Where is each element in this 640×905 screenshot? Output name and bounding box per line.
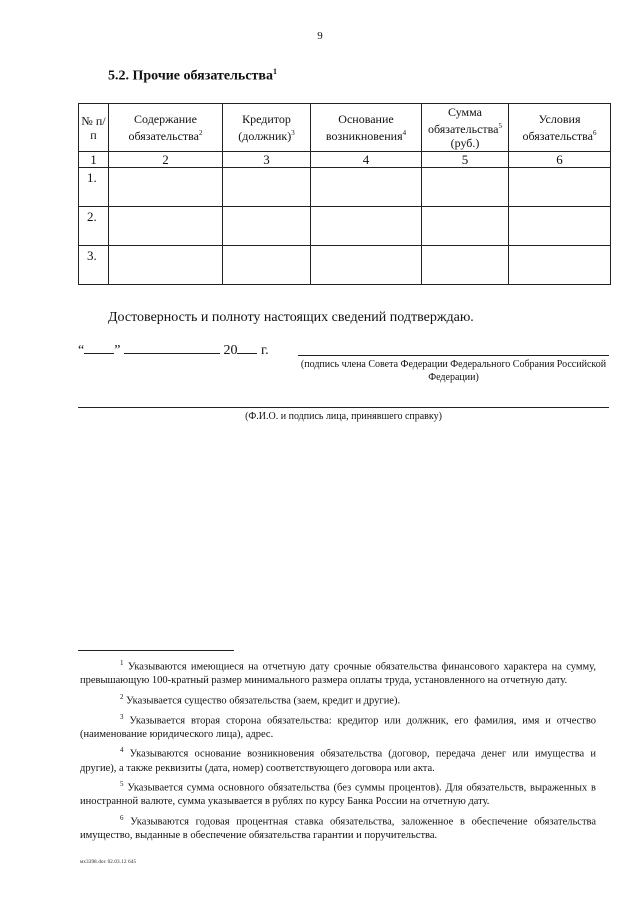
table-row <box>79 168 611 207</box>
member-signature-caption: (подпись члена Совета Федерации Федерального Собрания Российской Федерации) <box>300 359 607 383</box>
day-field[interactable] <box>84 340 114 354</box>
row-number: 1. <box>79 168 109 207</box>
header-cell-content: Содержание обязательства$^2$ <box>109 104 223 152</box>
table-row <box>79 207 611 246</box>
column-number-row <box>79 152 611 168</box>
member-signature-line[interactable] <box>298 355 609 356</box>
table-cell[interactable] <box>422 168 509 207</box>
receiver-signature-line[interactable] <box>78 407 609 408</box>
column-number: 6 <box>509 152 611 168</box>
year-field[interactable] <box>237 340 257 354</box>
table-cell[interactable] <box>109 168 223 207</box>
footnote: $^3$ Указывается вторая сторона обязательства: кредитор или должник, его фамилия, имя и отчество (наименование юридического лица), адрес. <box>80 712 597 740</box>
footnote: $^4$ Указываются основание возникновения обязательства (договор, передача денег или имущества и другие), а также реквизиты (дата, номер) соответствующего договора или акта. <box>80 746 597 774</box>
table-cell[interactable] <box>311 246 422 285</box>
open-quote: “ <box>78 343 85 358</box>
footnote-divider <box>78 650 234 651</box>
table-cell[interactable] <box>422 207 509 246</box>
table-cell[interactable] <box>109 207 223 246</box>
header-cell-creditor: Кредитор (должник)$^3$ <box>223 104 311 152</box>
page-number: 9 <box>317 30 323 42</box>
table-cell[interactable] <box>509 246 611 285</box>
table-row <box>79 246 611 285</box>
table-cell[interactable] <box>422 246 509 285</box>
section-title <box>108 67 277 85</box>
footnote: $^5$ Указывается сумма основного обязательства (без суммы процентов). Для обязательств, выраженных в иностранной валюте, сумма указывается в рублях по курсу Банка России на отчетную дату. <box>80 780 596 808</box>
column-number: 3 <box>223 152 311 168</box>
obligations-table <box>78 103 611 285</box>
column-number: 5 <box>422 152 509 168</box>
footnote: $^6$ Указываются годовая процентная ставка обязательства, заложенное в обеспечение обязательства имущество, выданные в обеспечение обязательства гарантии и поручительства. <box>80 813 597 841</box>
table-header-row <box>79 104 611 152</box>
table-cell[interactable] <box>109 246 223 285</box>
header-cell-terms: Условия обязательства$^6$ <box>509 104 611 152</box>
year-prefix: 20 <box>223 343 238 358</box>
header-cell-number: № п/п <box>79 104 109 152</box>
table-cell[interactable] <box>311 168 422 207</box>
confirmation-statement: Достоверность и полноту настоящих сведений подтверждаю. <box>108 310 474 325</box>
row-number: 3. <box>79 246 109 285</box>
document-code: мх3398.doc 02.03.12 645 <box>80 860 137 865</box>
table-cell[interactable] <box>223 246 311 285</box>
date-line <box>78 340 269 359</box>
footnotes <box>80 657 596 846</box>
month-field[interactable] <box>124 340 220 354</box>
header-cell-basis: Основание возникновения$^4$ <box>311 104 422 152</box>
table-cell[interactable] <box>223 207 311 246</box>
section-title-text: 5.2. Прочие обязательства <box>108 68 273 84</box>
section-title-footnote-mark: 1 <box>272 67 277 76</box>
column-number: 4 <box>311 152 422 168</box>
close-quote: ” <box>114 343 121 358</box>
column-number: 1 <box>79 152 109 168</box>
table-cell[interactable] <box>509 207 611 246</box>
table-cell[interactable] <box>223 168 311 207</box>
footnote: $^1$ Указываются имеющиеся на отчетную дату срочные обязательства финансового характера на сумму, превышающую 100-кратный размер минимального размера оплаты труда, установленного на отчетную дату. <box>80 659 597 687</box>
header-cell-amount: Сумма обязательства$^5$ (руб.) <box>422 104 509 152</box>
column-number: 2 <box>109 152 223 168</box>
row-number: 2. <box>79 207 109 246</box>
table-cell[interactable] <box>509 168 611 207</box>
table-cell[interactable] <box>311 207 422 246</box>
footnote: $^2$ Указывается существо обязательства (заем, кредит и другие). <box>120 692 401 707</box>
receiver-signature-caption: (Ф.И.О. и подпись лица, принявшего справку) <box>245 411 442 422</box>
year-suffix: г. <box>260 343 269 358</box>
